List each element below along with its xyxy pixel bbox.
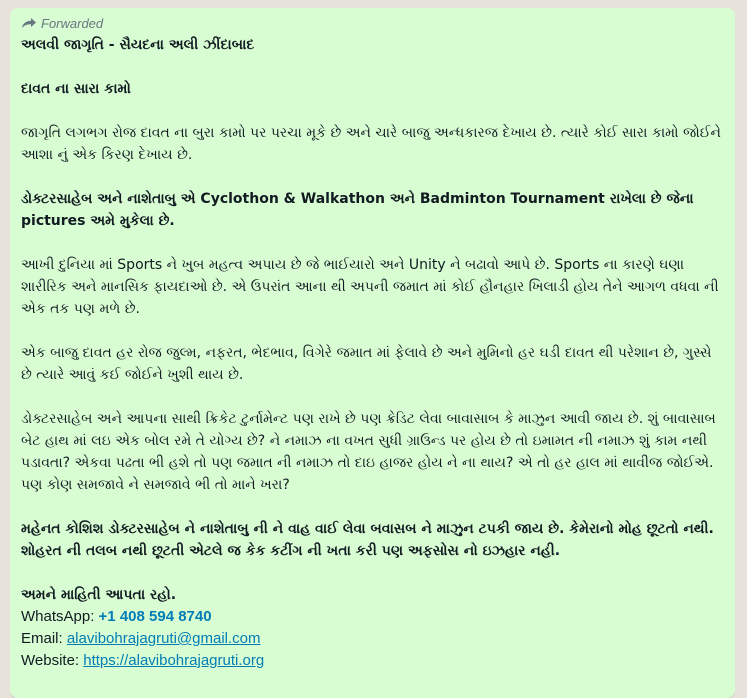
paragraph-bold: ડોક્ટરસાહેબ અને નાશેતાબુ એ Cyclothon & Walkathon અને Badminton Tournament રાખેલા છે જેના pictures અમે મુકેલા છે. [21,191,694,229]
whatsapp-line [21,606,723,628]
paragraph: આખી દુનિયા માં Sports ને ખુબ મહત્વ અપાય છે જે ભાઈયારો અને Unity ને બઢાવો આપે છે. Sports ના કારણે ઘણા શારીરિક અને માનસિક ફાયદાઓ છે. એ ઉપરાંત આના થી અપની જમાત માં કોઈ હૌનહાર ખિલાડી હોય તેને આગળ વધવા ની એક તક પણ મળે છે. [21,257,719,317]
website-link[interactable]: https://alavibohrajagruti.org [83,652,265,669]
paragraph: એક બાજુ દાવત હર રોજ જુલ્મ, નફરત, ભેદભાવ, વિગેરે જમાત માં ફેલાવે છે અને મુમિનો હર ઘડી દાવત થી પરેશાન છે, ગુસ્સે છે ત્યારે આવું કઈ જોઈને ખુશી થાય છે. [21,345,712,383]
whatsapp-label: WhatsApp: [21,608,99,625]
forward-arrow-icon [21,17,37,29]
message-heading: દાવત ના સારા કામો [21,81,131,97]
email-label: Email: [21,630,67,647]
forwarded-label: Forwarded [41,15,104,31]
email-line [21,628,723,650]
forwarded-indicator [21,14,723,32]
paragraph: જાગૃતિ લગભગ રોજ દાવત ના બુરા કામો પર પરચા મૂકે છે અને ચારે બાજુ અન્ધકારજ દેખાય છે. ત્યારે કોઈ સારા કામો જોઈને આશા નું એક કિરણ દેખાય છે. [21,125,721,163]
message-title: અલવી જાગૃતિ - સૈયદના અલી ઝીંદાબાદ [21,37,255,53]
email-link[interactable]: alavibohrajagruti@gmail.com [66,630,261,647]
website-line [21,650,723,672]
website-label: Website: [21,652,84,669]
closing-line: અમને માહિતી આપતા રહો. [21,587,177,603]
whatsapp-number-link[interactable]: +1 408 594 8740 [98,608,212,625]
paragraph-bold: મહેનત કોશિશ ડોક્ટરસાહેબ ને નાશેતાબુ ની ને વાહ વાઈ લેવા બવાસબ ને માઝુન ટપકી જાય છે. કેમેરાનો મોહ છૂટતો નથી. શોહરત ની તલબ નથી છૂટતી એટલે જ કેક કટીંગ ની ખતા કરી પણ અફસોસ નો ઇઝહાર નહી. [21,521,714,559]
message-bubble[interactable] [10,8,735,698]
paragraph: ડોક્ટરસાહેબ અને આપના સાથી ક્રિકેટ ટુર્નામેન્ટ પણ રાખે છે પણ ક્રેડિટ લેવા બાવાસાબ કે માઝુન આવી જાય છે. શું બાવાસાબ બેટ હાથ માં લઇ એક બોલ રમે તે યોગ્ય છે? ને નમાઝ ના વખત સુધી ગ્રાઉન્ડ પર હોય છે તો ઇમામત ની નમાઝ શું કામ નથી પડાવતા? એકવા પઢતા ભી હશે તો પણ જમાત ની નમાઝ તો દાઇ હાજર હોય ને ના થાય? એ તો હર હાલ માં થાવીજ જોઈએ. પણ કોણ સમજાવે ને સમજાવે ભી તો માને ખરા? [21,411,716,493]
message-text [21,34,723,672]
